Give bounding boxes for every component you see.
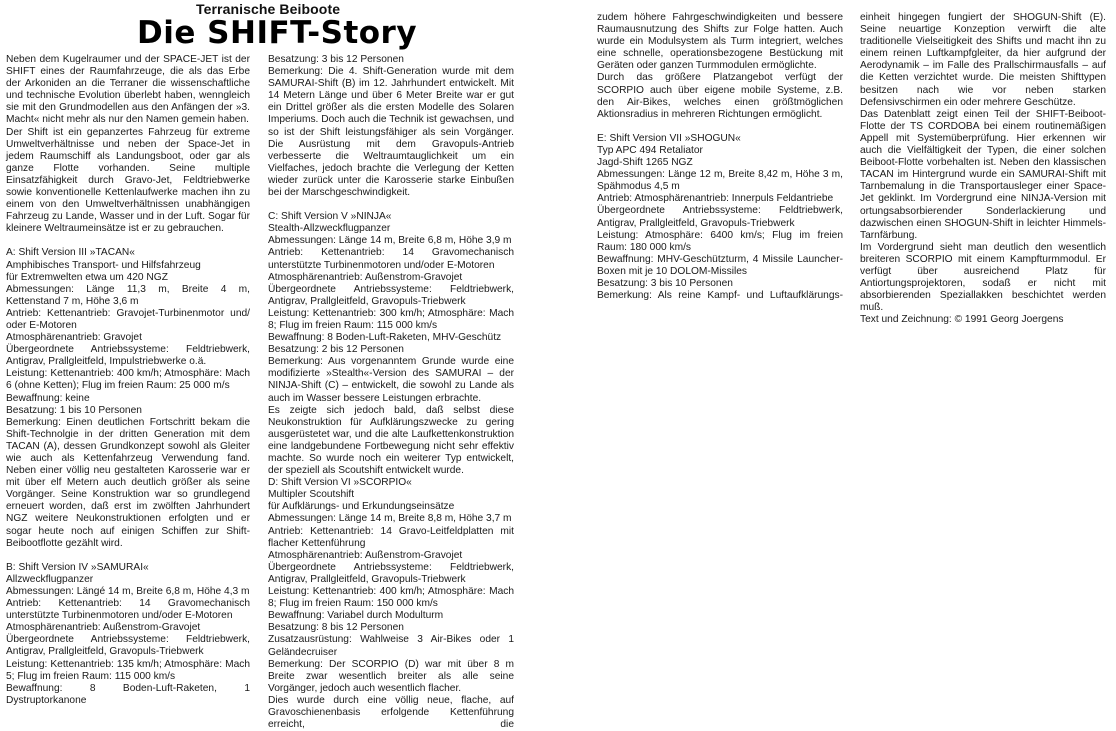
version-b-performance: Leistung: Kettenantrieb: 135 km/h; Atmosphäre: Mach 5; Flug im freien Raum: 115 000 km/s xyxy=(6,658,250,682)
version-e-crew: Besatzung: 3 bis 10 Personen xyxy=(597,277,733,289)
version-c-drive: Antrieb: Kettenantrieb: 14 Gravomechanisch unterstützte Turbinenmotoren und/oder E-Motoren xyxy=(268,247,514,271)
version-a-performance: Leistung: Kettenantrieb: 400 km/h; Atmosphäre: Mach 6 (ohne Ketten); Flug im freien Raum: 25 000 m/s xyxy=(6,368,250,392)
version-b-drive: Antrieb: Kettenantrieb: 14 Gravomechanisch unterstützte Turbinenmotoren und/oder E-Motoren xyxy=(6,598,250,622)
version-d-atmo-drive: Atmosphärenantrieb: Außenstrom-Gravojet xyxy=(268,549,463,561)
version-c-heading: C: Shift Version V »NINJA« xyxy=(268,211,392,223)
version-e-remark-cont: einheit hingegen fungiert der SHOGUN-Shift (E). Seine neuartige Konzeption verwirft die alte traditionelle Vielseitigkeit des Shifts und macht ihn zu einem reinen Luftkampfgleiter, da hier aufgrund der Aerodynamik – im Falle des Prallschirmausfalls – auf die Ketten verzichtet wurde. Die meisten Shifttypen besitzen nach wie vor neben starken Defensivschirmen ein oder mehrere Geschütze. xyxy=(860,12,1106,108)
version-d-dimensions: Abmessungen: Länge 14 m, Breite 8,8 m, Höhe 3,7 m xyxy=(268,513,512,525)
version-b-remark: Bemerkung: Die 4. Shift-Generation wurde mit dem SAMURAI-Shift (B) im 12. Jahrhundert entwickelt. Mit 14 Metern Länge und über 6 Meter Breite war er gut ein Drittel größer als die ersten Modelle des Solaren Imperiums. Doch auch die Technik ist gewachsen, und so ist der Shift leistungsfähiger als sein Vorgänger. Die Ausrüstung mit dem Gravopuls-Antrieb verbesserte die Weltraumtauglichkeit um ein Vielfaches, jedoch brachte die Verlegung der Ketten wieder zurück unter die Karosserie starke Einbußen bei der Marschgeschwindigkeit. xyxy=(268,66,514,199)
version-c-dimensions: Abmessungen: Länge 14 m, Breite 6,8 m, Höhe 3,9 m xyxy=(268,235,512,247)
version-c-performance: Leistung: Kettenantrieb: 300 km/h; Atmosphäre: Mach 8; Flug im freien Raum: 115 000 km/s xyxy=(268,307,514,331)
version-a-systems: Übergeordnete Antriebssysteme: Feldtriebwerk, Antigrav, Prallgleitfeld, Impulstriebwerke o.ä. xyxy=(6,344,250,368)
section-kicker: Terranische Beiboote xyxy=(196,1,341,17)
version-a-heading: A: Shift Version III »TACAN« xyxy=(6,247,135,259)
version-e-systems: Übergeordnete Antriebssysteme: Feldtriebwerk, Antigrav, Prallgleitfeld, Gravopuls-Triebwerk xyxy=(597,205,843,229)
intro-paragraph-1: Neben dem Kugelraumer und der SPACE-JET ist der SHIFT eines der Raumfahrzeuge, die als das Erbe der Arkoniden an die Terraner die wissenschaftliche und technische Evolution überlebt haben, wenngleich sie mit den Grundmodellen aus den Anfängen der »3. Macht« nicht mehr als nur den Namen gemein haben. xyxy=(6,54,250,126)
version-d-performance: Leistung: Kettenantrieb: 400 km/h; Atmosphäre: Mach 8; Flug im freien Raum: 150 000 km/s xyxy=(268,586,514,610)
version-e-heading: E: Shift Version VII »SHOGUN« xyxy=(597,132,741,144)
version-a-remark: Bemerkung: Einen deutlichen Fortschritt bekam die Shift-Technolgie in der dritten Generation mit dem TACAN (A), dessen Grundkonzept sowohl als Gleiter wie auch als Kettenfahrzeug Verwendung fand. Neben einer völlig neu gestalteten Karosserie war er mit über elf Metern auch deutlich größer als seine Vorgänger. Seine Konstruktion war so grundlegend erneuert worden, daß erst im zwölften Jahrhundert NGZ weitere Neukonstruktionen erfolgten und er sogar heute noch auf einigen Schiffen zur Shift-Beibootflotte gezählt wird. xyxy=(6,416,250,549)
version-e-performance: Leistung: Atmosphäre: 6400 km/s; Flug im freien Raum: 180 000 km/s xyxy=(597,229,843,253)
version-d-remark-3: Durch das größere Platzangebot verfügt der SCORPIO auch über eigene mobile Systeme, z.B. den Air-Bikes, welches einen größtmöglichen Aktionsradius in mehreren Richtungen ermöglicht. xyxy=(597,72,843,120)
version-b-systems: Übergeordnete Antriebssysteme: Feldtriebwerk, Antigrav, Prallgleitfeld, Gravopuls-Triebwerk xyxy=(6,634,250,658)
version-d-armament: Bewaffnung: Variabel durch Modulturm xyxy=(268,610,444,622)
version-a-crew: Besatzung: 1 bis 10 Personen xyxy=(6,404,142,416)
column-3 xyxy=(597,12,843,302)
version-d-drive: Antrieb: Kettenantrieb: 14 Gravo-Leitfeldplatten mit flacher Kettenführung xyxy=(268,525,514,549)
closing-paragraph-2: Im Vordergrund sieht man deutlich den wesentlich breiteren SCORPIO mit einem Kampfturmmodul. Er verfügt über ausreichend Platz für Antiortungsprojektoren, sodaß er nicht mit absorbierenden Speziallakken beschichtet werden muß. xyxy=(860,241,1106,314)
version-e-line: Typ APC 494 Retaliator xyxy=(597,144,703,156)
version-d-remark-2-cont: zudem höhere Fahrgeschwindigkeiten und bessere Raumausnutzung des Shifts zur Folge hatten. Auch wurde ein Modulsystem als Turm integriert, welches eine schnelle, operationsbezogene Bestückung mit Geräten oder ganzen Turmmodulen ermöglichte. xyxy=(597,12,843,72)
version-d-heading: D: Shift Version VI »SCORPIO« xyxy=(268,477,412,489)
version-e-line: Jagd-Shift 1265 NGZ xyxy=(597,157,693,169)
version-d-extras: Zusatzausrüstung: Wahlweise 3 Air-Bikes oder 1 Geländecruiser xyxy=(268,634,514,658)
version-c-atmo-drive: Atmosphärenantrieb: Außenstrom-Gravojet xyxy=(268,271,463,283)
version-d-systems: Übergeordnete Antriebssysteme: Feldtriebwerk, Antigrav, Prallgleitfeld, Gravopuls-Triebwerk xyxy=(268,561,514,585)
credit-line: Text und Zeichnung: © 1991 Georg Joergens xyxy=(860,314,1064,326)
version-e-drive: Antrieb: Atmosphärenantrieb: Innerpuls Feldantriebe xyxy=(597,193,834,205)
article-title: Die SHIFT-Story xyxy=(137,15,418,51)
version-a-line: für Extremwelten etwa um 420 NGZ xyxy=(6,271,168,283)
version-e-dimensions: Abmessungen: Länge 12 m, Breite 8,42 m, Höhe 3 m, Spähmodus 4,5 m xyxy=(597,169,843,193)
version-e-armament: Bewaffnung: MHV-Geschützturm, 4 Missile Launcher-Boxen mit je 10 DOLOM-Missiles xyxy=(597,253,843,277)
version-d-remark: Bemerkung: Der SCORPIO (D) war mit über 8 m Breite zwar wesentlich breiter als alle seine Vorgänger, jedoch auch wesentlich flacher. xyxy=(268,658,514,694)
version-b-armament: Bewaffnung: 8 Boden-Luft-Raketen, 1 Dystruptorkanone xyxy=(6,682,250,706)
version-c-armament: Bewaffnung: 8 Boden-Luft-Raketen, MHV-Geschütz xyxy=(268,332,502,344)
version-b-crew: Besatzung: 3 bis 12 Personen xyxy=(268,54,404,65)
version-c-crew: Besatzung: 2 bis 12 Personen xyxy=(268,344,404,356)
version-b-line: Allzweckflugpanzer xyxy=(6,573,94,585)
closing-paragraph-1: Das Datenblatt zeigt einen Teil der SHIFT-Beiboot-Flotte der TS CORDOBA bei einem routinemäßigen Appell mit Systemüberprüfung. Hier erkennen wir auch die Vielfältigkeit der Typen, die einer solchen Beiboot-Flotte vorbehalten ist. Neben den klassischen TACAN im Hintergrund wurde ein SAMURAI-Shift mit Tarnbemalung in die Transportausleger einer Space-Jet geklinkt. Im Vordergrund eine NINJA-Version mit ortungsabsorbierender Sonderlackierung und dazwischen einen SHOGUN-Shift in leichter Himmels-Tarnfärbung. xyxy=(860,108,1106,241)
version-d-line: für Aufklärungs- und Erkundungseinsätze xyxy=(268,501,455,513)
version-b-atmo-drive: Atmosphärenantrieb: Außenstrom-Gravojet xyxy=(6,622,201,634)
version-a-line: Amphibisches Transport- und Hilfsfahrzeug xyxy=(6,259,201,271)
version-e-remark-start: Bemerkung: Als reine Kampf- und Luftaufklärungs- xyxy=(597,290,843,302)
version-a-armament: Bewaffnung: keine xyxy=(6,392,90,404)
column-4 xyxy=(860,12,1106,326)
version-c-remark-2: Es zeigte sich jedoch bald, daß selbst diese Neukonstruktion für Aufklärungszwecke zu gering ausgerüstetet war, und die alte Laufkettenkonstruktion eine landgebundene Fortbewegung nicht sehr effektiv machte. So wurde noch ein weiterer Typ entwickelt, der speziell als Scoutshift entwickelt wurde. xyxy=(268,404,514,477)
version-a-atmo-drive: Atmosphärenantrieb: Gravojet xyxy=(6,332,142,344)
column-1 xyxy=(6,54,250,707)
version-c-systems: Übergeordnete Antriebssysteme: Feldtriebwerk, Antigrav, Prallgleitfeld, Gravopuls-Triebwerk xyxy=(268,283,514,307)
version-d-line: Multipler Scoutshift xyxy=(268,489,355,501)
version-d-crew: Besatzung: 8 bis 12 Personen xyxy=(268,622,404,634)
intro-paragraph-2: Der Shift ist ein gepanzertes Fahrzeug für extreme Umweltverhältnisse und neben der Space-Jet in jedem Raumschiff als Landungsboot, oder gar als ganze Flotte vorhanden. Seine multiple Einsatzfähigkeit durch Gravo-Jet, Feldtriebwerke sowie konventionelle Kettenlaufwerke machen ihn zu einem von den Umweltverhältnissen unabhängigen Fahrzeug zu Lande, Wasser und in der Luft. Sogar für kleinere Weltraumeinsätze ist er zu gebrauchen. xyxy=(6,126,250,235)
version-b-dimensions: Abmessungen: Längé 14 m, Breite 6,8 m, Höhe 4,3 m xyxy=(6,585,250,597)
version-a-dimensions: Abmessungen: Länge 11,3 m, Breite 4 m, Kettenstand 7 m, Höhe 3,6 m xyxy=(6,283,250,307)
version-c-remark: Bemerkung: Aus vorgenanntem Grunde wurde eine modifizierte »Stealth«-Version des SAMURAI – der NINJA-Shift (C) – entwickelt, die sowohl zu Lande als auch im Wasser bessere Leistungen erbrachte. xyxy=(268,356,514,404)
version-c-line: Stealth-Allzweckflugpanzer xyxy=(268,223,391,235)
version-a-drive: Antrieb: Kettenantrieb: Gravojet-Turbinenmotor und/ oder E-Motoren xyxy=(6,307,250,331)
column-2 xyxy=(268,54,514,731)
version-d-remark-2-start: Dies wurde durch eine völlig neue, flache, auf Gravoschienenbasis erfolgende Kettenführung erreicht, die xyxy=(268,694,514,731)
version-b-heading: B: Shift Version IV »SAMURAI« xyxy=(6,561,149,573)
